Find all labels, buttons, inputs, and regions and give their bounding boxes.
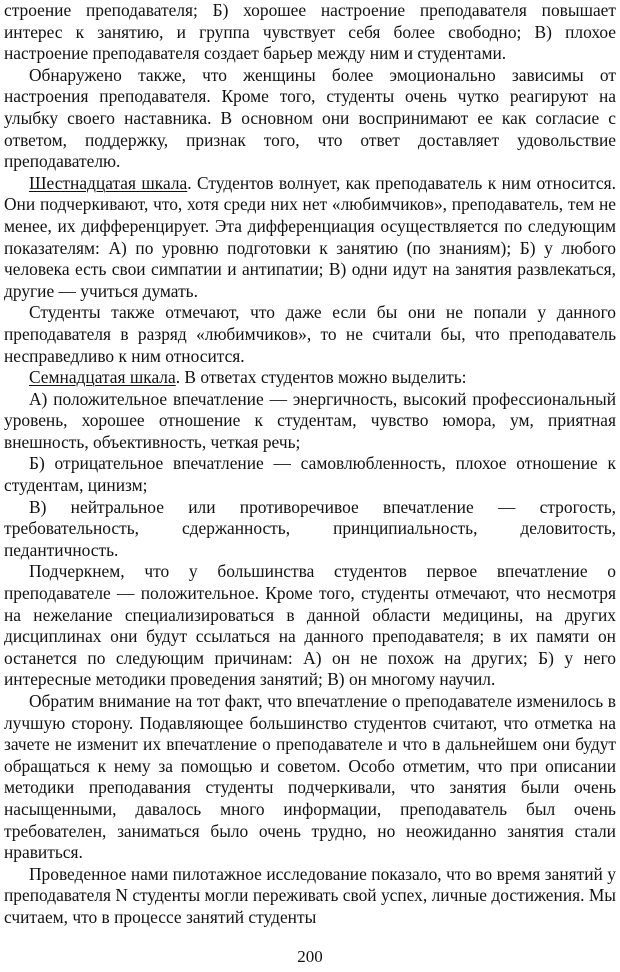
book-page <box>4 0 616 972</box>
paragraph-5-text: . В ответах студентов можно выделить: <box>175 367 467 388</box>
paragraph-7-text: Б) отрицательное впечатление — самовлюбленность, плохое отношение к студентам, цинизм; <box>4 453 616 496</box>
page-number: 200 <box>297 947 323 966</box>
paragraph-6 <box>4 389 616 454</box>
paragraph-8-text: В) нейтральное или противоречивое впечатление — строгость, требовательность, сдержанность, принципиальность, деловитость, педантичность. <box>4 496 616 560</box>
paragraph-10 <box>4 691 616 864</box>
scale-16-heading: Шестнадцатая шкала <box>29 172 188 193</box>
paragraph-4-text: Студенты также отмечают, что даже если бы они не попали у данного преподавателя в разряд «любимчиков», то не считали бы, что преподаватель несправедливо к ним относится. <box>4 302 616 366</box>
paragraph-3-text: . Студентов волнует, как преподаватель к ним относится. Они подчеркивают, что, хотя среди них нет «любимчиков», преподаватель, тем не менее, их дифференцирует. Эта дифференциация осуществляется по следующим показателям: А) по уровню подготовки к занятию (по знаниям); Б) у любого человека есть свои симпатии и антипатии; В) одни идут на занятия развлекаться, другие — учиться думать. <box>4 172 616 301</box>
paragraph-1-text: строение преподавателя; Б) хорошее настроение преподавателя повышает интерес к занятию, и группа чувствует себя более свободно; В) плохое настроение преподавателя создает барьер между ним и студентами. <box>4 0 616 64</box>
body-text <box>4 0 616 929</box>
paragraph-1 <box>4 0 616 65</box>
paragraph-9 <box>4 561 616 691</box>
paragraph-5 <box>4 367 616 389</box>
scale-17-heading: Семнадцатая шкала <box>29 367 176 388</box>
paragraph-11-text: Проведенное нами пилотажное исследование показало, что во время занятий у преподавателя N студенты могли переживать свой успех, личные достижения. Мы считаем, что в процессе занятий студенты <box>4 863 616 927</box>
paragraph-10-text: Обратим внимание на тот факт, что впечатление о преподавателе изменилось в лучшую сторону. Подавляющее большинство студентов считают, что отметка на зачете не изменит их впечатление о преподавателе и что в дальнейшем они будут обращаться к нему за помощью и советом. Особо отметим, что при описании методики преподавания студенты подчеркивали, что занятия были очень насыщенными, давалось много информации, преподаватель был очень требователен, заниматься было очень трудно, но неожиданно занятия стали нравиться. <box>4 691 616 863</box>
paragraph-2 <box>4 65 616 173</box>
paragraph-6-text: А) положительное впечатление — энергичность, высокий профессиональный уровень, хорошее отношение к студентам, чувство юмора, ум, приятная внешность, объективность, четкая речь; <box>4 388 616 452</box>
paragraph-7 <box>4 453 616 496</box>
paragraph-11 <box>4 864 616 929</box>
paragraph-4 <box>4 302 616 367</box>
paragraph-3 <box>4 173 616 303</box>
paragraph-9-text: Подчеркнем, что у большинства студентов первое впечатление о преподавателе — положительное. Кроме того, студенты отмечают, что несмотря на нежелание специализироваться в данной области медицины, на других дисциплинах они будут ссылаться на данного преподавателя; в их памяти он останется по следующим причинам: А) он не похож на других; Б) у него интересные методики проведения занятий; В) он многому научил. <box>4 561 616 690</box>
paragraph-8 <box>4 497 616 562</box>
paragraph-2-text: Обнаружено также, что женщины более эмоционально зависимы от настроения преподавателя. Кроме того, студенты очень чутко реагируют на улыбку своего наставника. В основном они воспринимают ее как согласие с ответом, поддержку, признак того, что ответ доставляет удовольствие преподавателю. <box>4 64 616 172</box>
